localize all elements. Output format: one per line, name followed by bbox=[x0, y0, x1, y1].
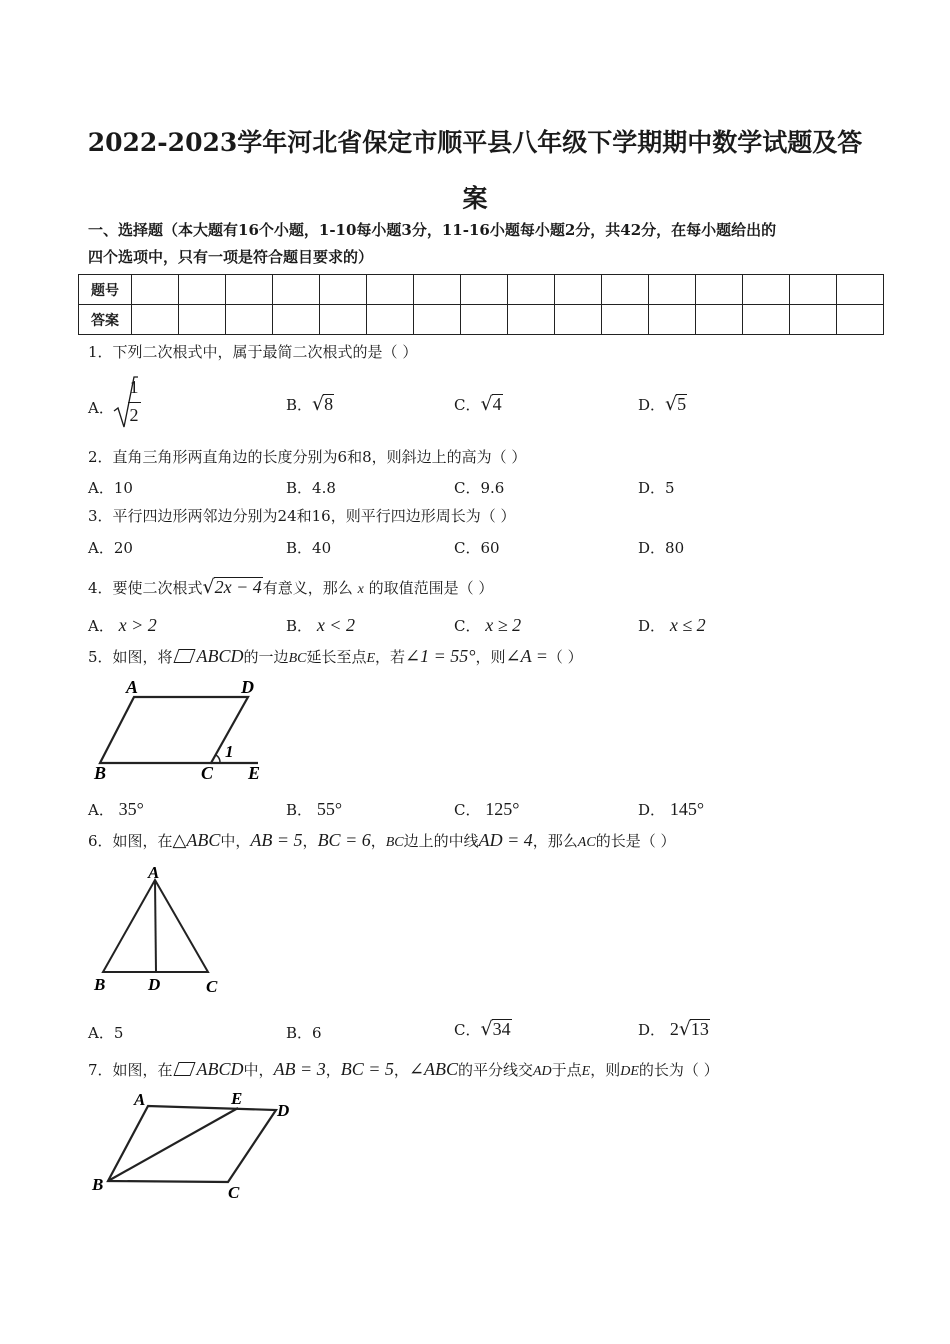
q4-option-a: A． x > 2 bbox=[88, 615, 157, 635]
label-e: E bbox=[248, 763, 261, 783]
q1-option-d: D．√5 bbox=[638, 393, 687, 415]
q2-option-b: B．4.8 bbox=[286, 479, 336, 497]
q5-parallelogram-figure bbox=[88, 675, 278, 785]
label-c: C bbox=[206, 977, 218, 996]
q6-option-c: C．√34 bbox=[454, 1018, 511, 1040]
q7-parallelogram-figure bbox=[88, 1086, 303, 1208]
section-line-1: 一、选择题（本大题有16个小题，1-10每小题3分，11-16小题每小题2分，共42分，在每小题给出的 bbox=[88, 221, 777, 239]
question-4-stem: 4．要使二次根式√2x − 4有意义，那么 x 的取值范围是（ ） bbox=[88, 576, 494, 598]
q6-option-d: D． 2√13 bbox=[638, 1018, 709, 1040]
label-b: B bbox=[92, 1175, 104, 1194]
q4-option-d: D． x ≤ 2 bbox=[638, 615, 706, 635]
section-line-2: 四个选项中，只有一项是符合题目要求的） bbox=[88, 248, 374, 266]
q6-option-b: B．6 bbox=[286, 1024, 322, 1042]
q6-triangle-figure bbox=[88, 860, 238, 998]
q1-option-b: B．√8 bbox=[286, 393, 334, 415]
label-a: A bbox=[148, 863, 160, 882]
title-line-2: 案 bbox=[462, 184, 488, 213]
title-line-1: 2022-2023学年河北省保定市顺平县八年级下学期期中数学试题及答 bbox=[87, 128, 863, 157]
section-heading bbox=[88, 217, 868, 271]
label-a: A bbox=[134, 1090, 146, 1109]
answer-row bbox=[79, 305, 884, 335]
question-7-stem: 7．如图，在 ABCD中，AB = 3，BC = 5，∠ABC的平分线交AD于点E，则DE的长为（ ） bbox=[88, 1059, 719, 1079]
label-angle-1: 1 bbox=[225, 742, 234, 761]
parallelogram-icon bbox=[173, 1062, 195, 1076]
label-e: E bbox=[231, 1089, 243, 1108]
q2-option-a: A．10 bbox=[88, 479, 133, 497]
label-d: D bbox=[148, 975, 161, 994]
question-5-stem: 5．如图，将 ABCD的一边BC延长至点E，若∠1 = 55°，则∠A =（ ） bbox=[88, 646, 583, 666]
parallelogram-icon bbox=[173, 649, 195, 663]
q5-option-d: D． 145° bbox=[638, 799, 705, 819]
q2-option-c: C．9.6 bbox=[454, 479, 505, 497]
question-2-stem: 2．直角三角形两直角边的长度分别为6和8，则斜边上的高为（ ） bbox=[88, 448, 527, 466]
question-3-stem: 3．平行四边形两邻边分别为24和16，则平行四边形周长为（ ） bbox=[88, 507, 516, 525]
row-label-answer: 答案 bbox=[79, 305, 132, 335]
q5-option-a: A． 35° bbox=[88, 799, 144, 819]
q1-option-c: C．√4 bbox=[454, 393, 502, 415]
q3-option-b: B．40 bbox=[286, 539, 332, 557]
q3-option-c: C．60 bbox=[454, 539, 500, 557]
q3-option-a: A．20 bbox=[88, 539, 133, 557]
q6-option-a: A．5 bbox=[88, 1024, 124, 1042]
label-c: C bbox=[201, 763, 214, 783]
label-b: B bbox=[94, 763, 107, 783]
q4-option-b: B． x < 2 bbox=[286, 615, 355, 635]
label-a: A bbox=[126, 677, 139, 697]
row-label-question: 题号 bbox=[79, 275, 132, 305]
q2-option-d: D．5 bbox=[638, 479, 675, 497]
label-d: D bbox=[277, 1101, 290, 1120]
q5-option-c: C． 125° bbox=[454, 799, 520, 819]
q4-option-c: C． x ≥ 2 bbox=[454, 615, 522, 635]
q5-option-b: B． 55° bbox=[286, 799, 343, 819]
q3-option-d: D．80 bbox=[638, 539, 685, 557]
question-1-stem: 1．下列二次根式中，属于最简二次根式的是（ ） bbox=[88, 343, 418, 361]
answer-table bbox=[78, 274, 884, 335]
label-c: C bbox=[228, 1183, 240, 1202]
question-number-row bbox=[79, 275, 884, 305]
question-6-stem: 6．如图，在△ABC中，AB = 5，BC = 6，BC边上的中线AD = 4，那么AC的长是（ ） bbox=[88, 830, 676, 850]
label-b: B bbox=[94, 975, 106, 994]
page-title bbox=[60, 115, 890, 227]
label-d: D bbox=[241, 677, 254, 697]
